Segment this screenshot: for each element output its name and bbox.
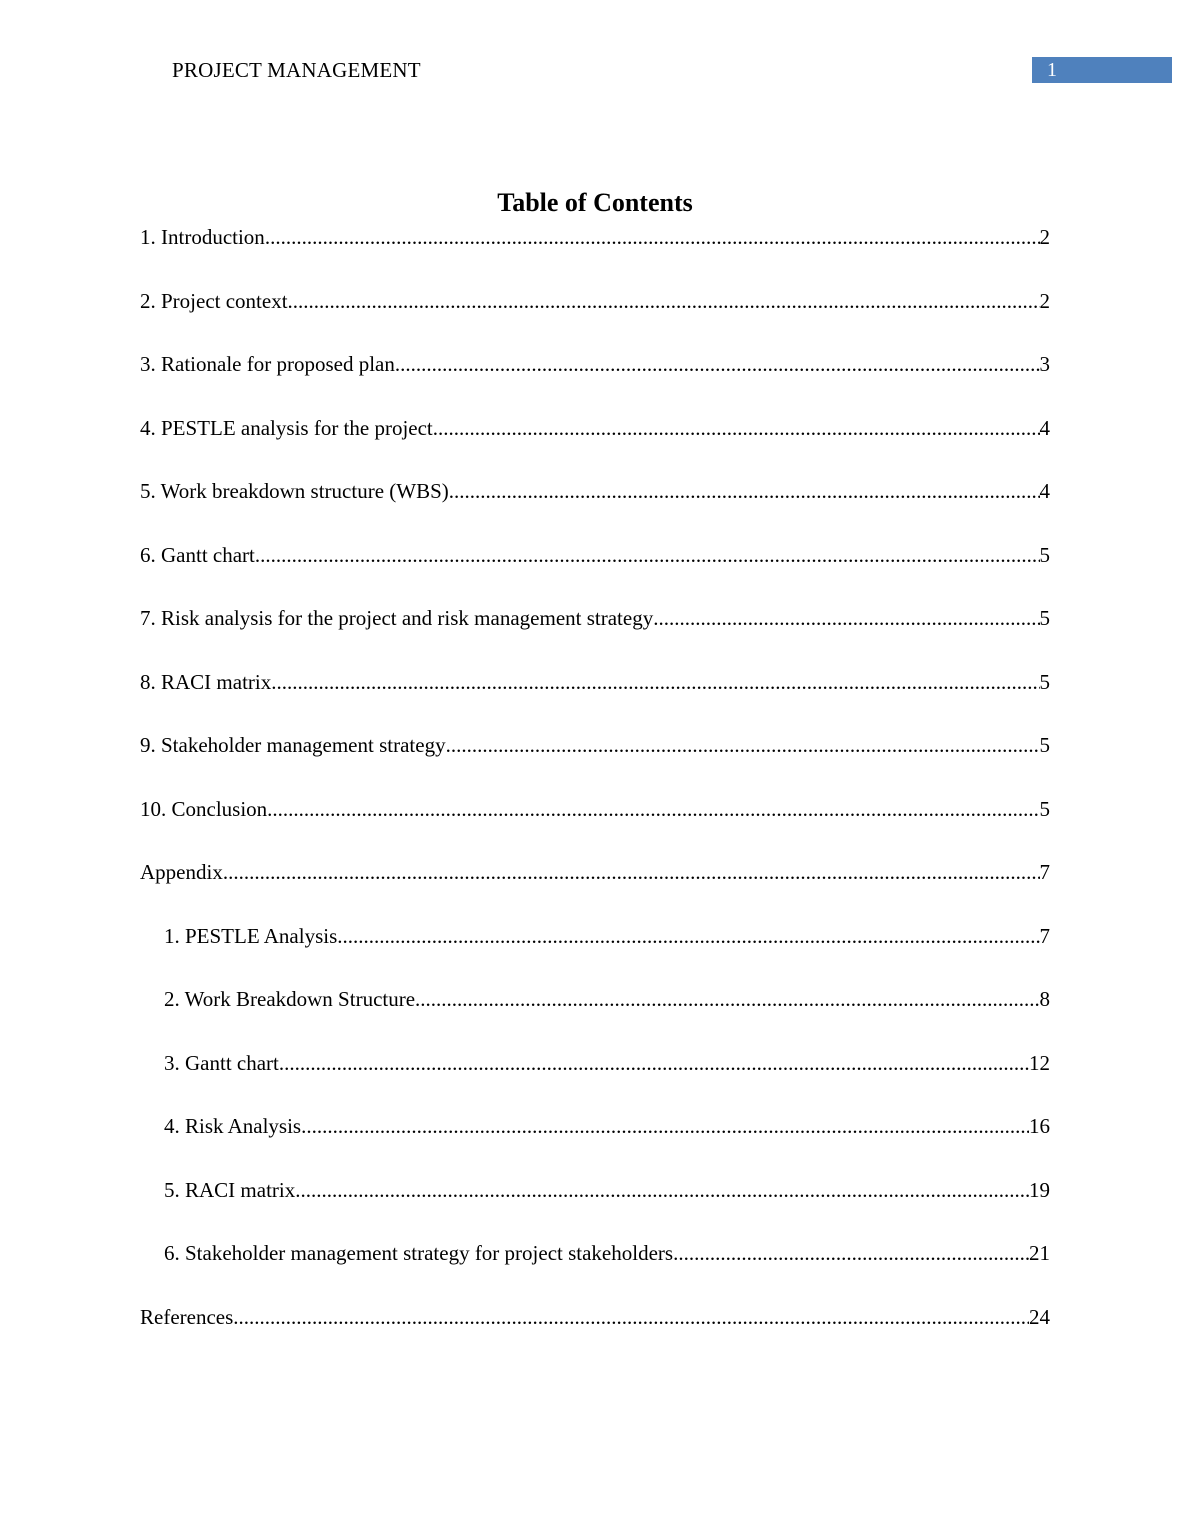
toc-dot-leader [267, 795, 1039, 823]
toc-dot-leader [433, 414, 1040, 442]
toc-entry-page: 24 [1029, 1304, 1050, 1329]
toc-entry-appendix-wbs[interactable] [140, 985, 1050, 1049]
toc-entry-page: 3 [1039, 352, 1050, 376]
toc-entry-label: 5. RACI matrix [164, 1177, 296, 1202]
toc-entry-page: 4 [1039, 479, 1050, 503]
toc-entry-label: 8. RACI matrix [140, 669, 272, 694]
toc-entry-references[interactable] [140, 1303, 1050, 1367]
toc-entry-conclusion[interactable] [140, 795, 1050, 859]
toc-entry-label: 4. PESTLE analysis for the project [140, 415, 433, 440]
toc-entry-label: 3. Rationale for proposed plan [140, 352, 395, 376]
toc-entry-label: 1. PESTLE Analysis [164, 923, 338, 948]
toc-entry-label: 1. Introduction [140, 225, 265, 249]
toc-entry-page: 2 [1039, 225, 1050, 249]
toc-dot-leader [673, 1239, 1029, 1267]
toc-dot-leader [446, 731, 1040, 759]
toc-entry-appendix-gantt[interactable] [140, 1049, 1050, 1113]
toc-entry-page: 12 [1029, 1050, 1050, 1075]
toc-dot-leader [279, 1049, 1029, 1077]
toc-entry-appendix[interactable] [140, 858, 1050, 922]
toc-entry-risk-analysis[interactable] [140, 604, 1050, 668]
toc-dot-leader [271, 668, 1039, 696]
toc-entry-rationale[interactable] [140, 350, 1050, 414]
toc-entry-page: 7 [1039, 923, 1050, 948]
toc-list [140, 223, 1050, 1366]
page-number-badge [1032, 57, 1172, 83]
toc-entry-page: 16 [1029, 1114, 1050, 1138]
toc-entry-label: References [140, 1304, 234, 1329]
toc-dot-leader [265, 223, 1040, 251]
toc-entry-page: 5 [1039, 606, 1050, 630]
toc-entry-page: 19 [1029, 1177, 1050, 1202]
toc-entry-project-context[interactable] [140, 287, 1050, 351]
toc-entry-label: 3. Gantt chart [164, 1050, 279, 1075]
toc-entry-label: 2. Work Breakdown Structure [164, 987, 416, 1011]
toc-entry-page: 5 [1039, 542, 1050, 567]
toc-entry-page: 2 [1039, 288, 1050, 313]
toc-dot-leader [301, 1112, 1029, 1140]
toc-entry-label: 6. Stakeholder management strategy for project stakeholders [164, 1241, 674, 1265]
page-number: 1 [1047, 59, 1057, 81]
toc-entry-appendix-risk[interactable] [140, 1112, 1050, 1176]
toc-dot-leader [395, 350, 1040, 378]
toc-entry-pestle[interactable] [140, 414, 1050, 478]
toc-entry-label: 6. Gantt chart [140, 542, 255, 567]
toc-entry-label: 9. Stakeholder management strategy [140, 733, 446, 757]
toc-entry-label: 4. Risk Analysis [164, 1114, 302, 1138]
toc-entry-label: 10. Conclusion [140, 796, 268, 821]
toc-entry-appendix-raci[interactable] [140, 1176, 1050, 1240]
toc-dot-leader [288, 287, 1040, 315]
toc-entry-page: 5 [1039, 669, 1050, 694]
toc-dot-leader [255, 541, 1040, 569]
toc-entry-page: 7 [1039, 860, 1050, 884]
toc-dot-leader [653, 604, 1039, 632]
toc-dot-leader [233, 1303, 1029, 1331]
toc-dot-leader [223, 858, 1040, 886]
toc-entry-wbs[interactable] [140, 477, 1050, 541]
running-header-title: PROJECT MANAGEMENT [172, 58, 421, 82]
toc-entry-appendix-pestle[interactable] [140, 922, 1050, 986]
toc-entry-page: 4 [1039, 415, 1050, 440]
toc-entry-label: 7. Risk analysis for the project and risk management strategy [140, 606, 654, 630]
toc-entry-stakeholder-strategy[interactable] [140, 731, 1050, 795]
toc-entry-page: 21 [1029, 1241, 1050, 1265]
toc-dot-leader [449, 477, 1040, 505]
toc-entry-label: Appendix [140, 860, 223, 884]
toc-heading: Table of Contents [497, 188, 693, 217]
toc-entry-page: 5 [1039, 796, 1050, 821]
toc-entry-gantt-chart[interactable] [140, 541, 1050, 605]
toc-dot-leader [415, 985, 1039, 1013]
toc-entry-label: 5. Work breakdown structure (WBS) [140, 479, 449, 503]
toc-entry-page: 5 [1039, 733, 1050, 757]
toc-dot-leader [337, 922, 1039, 950]
toc-dot-leader [295, 1176, 1029, 1204]
toc-entry-raci-matrix[interactable] [140, 668, 1050, 732]
toc-entry-introduction[interactable] [140, 223, 1050, 287]
toc-entry-appendix-stakeholder[interactable] [140, 1239, 1050, 1303]
toc-entry-label: 2. Project context [140, 288, 288, 313]
toc-entry-page: 8 [1039, 987, 1050, 1011]
